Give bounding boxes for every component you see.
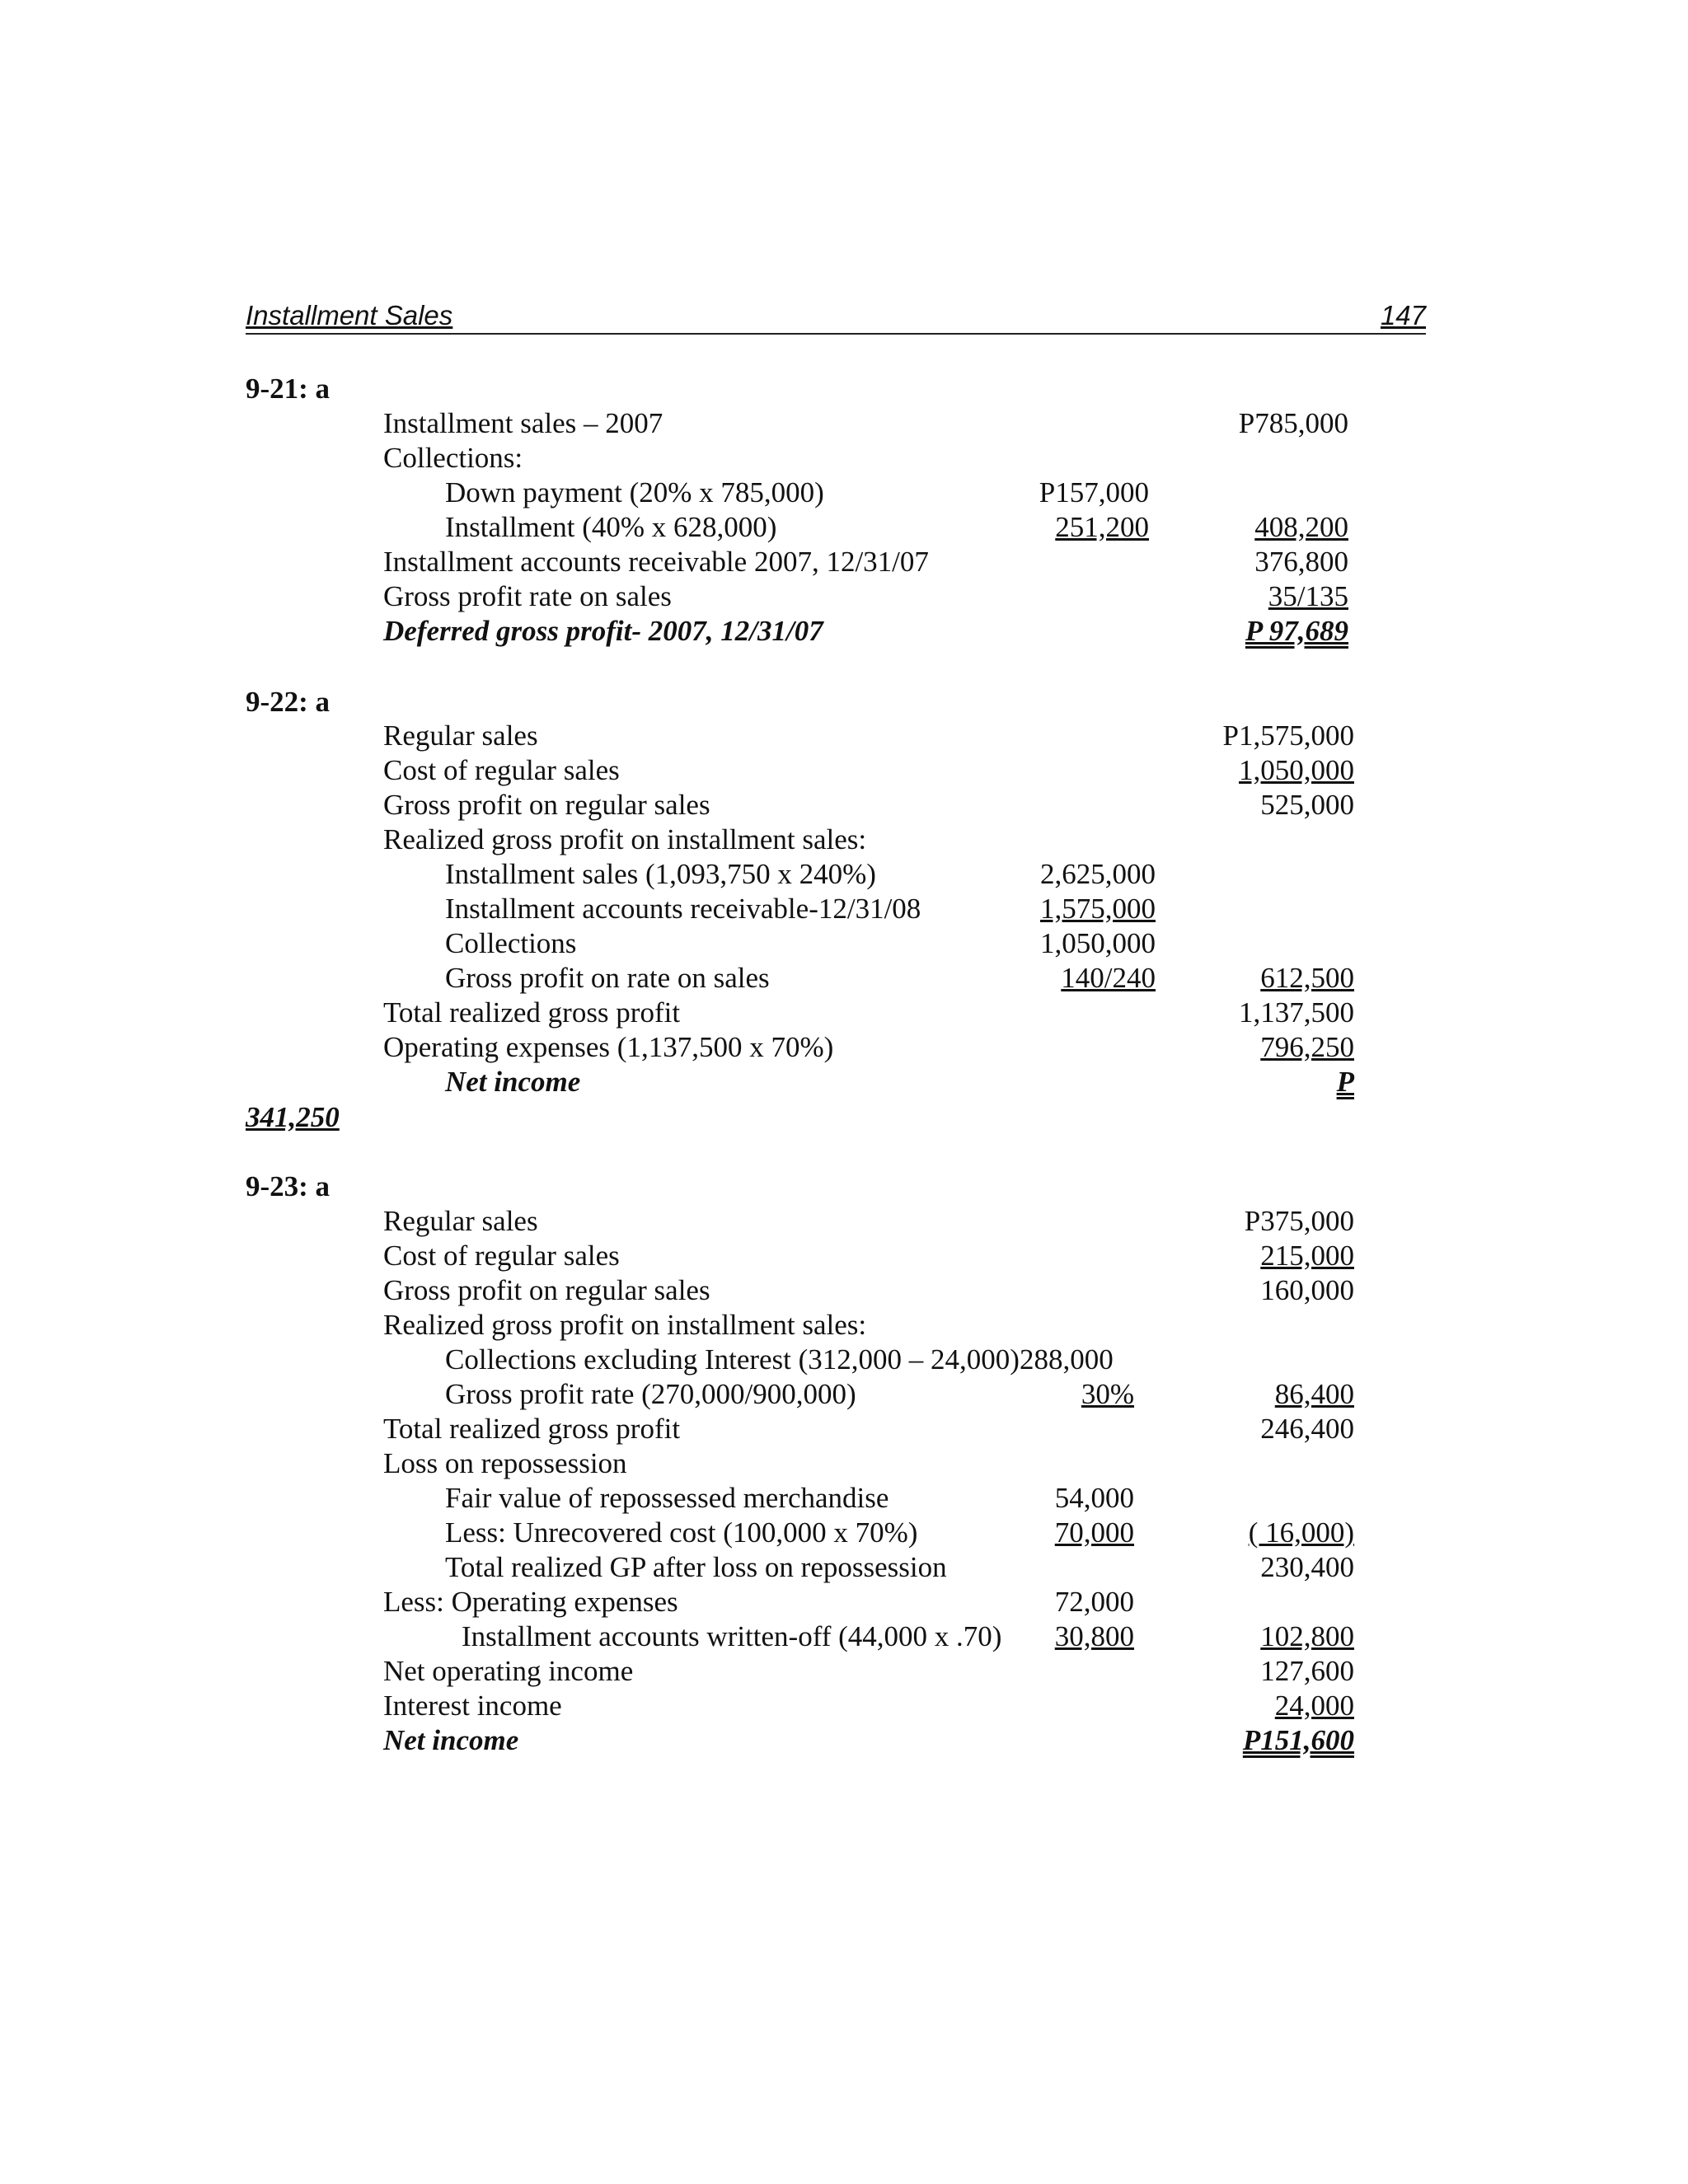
statement-line [0, 789, 1688, 823]
line-label: Collections [445, 927, 577, 959]
line-label: Operating expenses (1,137,500 x 70%) [383, 1031, 834, 1063]
amount-column-1: 70,000 [1054, 1516, 1134, 1549]
amount-column-2: 127,600 [1260, 1655, 1354, 1687]
overflow-amount: 341,250 [246, 1101, 340, 1133]
amount-column-1: 2,625,000 [1040, 858, 1156, 890]
amount-column-2: 160,000 [1260, 1274, 1354, 1306]
statement-line [0, 754, 1688, 789]
amount-column-2: 525,000 [1260, 789, 1354, 821]
statement-line [0, 927, 1688, 962]
line-label: Installment accounts written-off (44,000 x .70) [462, 1620, 1002, 1652]
statement-line [0, 1343, 1688, 1378]
amount-column-1: 72,000 [1054, 1586, 1134, 1618]
statement-line [0, 511, 1688, 546]
amount-column-1: 54,000 [1054, 1482, 1134, 1514]
line-label: Fair value of repossessed merchandise [445, 1482, 889, 1514]
line-label: Total realized gross profit [383, 1413, 681, 1445]
statement-line [0, 719, 1688, 754]
amount-column-2: 35/135 [1268, 580, 1348, 612]
header-title: Installment Sales [246, 300, 453, 330]
statement-line [0, 1620, 1688, 1655]
statement-line [0, 996, 1688, 1031]
statement-line [0, 1378, 1688, 1413]
statement-line [0, 1031, 1688, 1066]
problem-label: 9-23: a [246, 1170, 331, 1202]
amount-column-2: P 97,689 [1245, 615, 1348, 647]
line-label: Less: Operating expenses [383, 1586, 678, 1618]
amount-column-2: 215,000 [1260, 1240, 1354, 1272]
line-label: Installment sales – 2007 [383, 407, 663, 439]
line-label: Collections excluding Interest (312,000 – 24,000)288,000 [445, 1343, 1114, 1376]
line-label: Less: Unrecovered cost (100,000 x 70%) [445, 1516, 918, 1549]
amount-column-2: P785,000 [1238, 407, 1348, 439]
line-label: Down payment (20% x 785,000) [445, 476, 824, 509]
statement-line [0, 1655, 1688, 1690]
amount-column-2: P375,000 [1244, 1205, 1354, 1237]
statement-line [0, 1205, 1688, 1240]
statement-line [0, 1551, 1688, 1586]
problem-label: 9-22: a [246, 686, 331, 718]
statement-line [0, 476, 1688, 511]
statement-line [0, 442, 1688, 476]
statement-line [0, 615, 1688, 649]
page-header [246, 297, 1426, 335]
line-label: Gross profit on regular sales [383, 789, 710, 821]
line-label: Gross profit rate (270,000/900,000) [445, 1378, 856, 1410]
statement-line [0, 1240, 1688, 1274]
amount-column-1: 30% [1081, 1378, 1134, 1410]
amount-column-1: P157,000 [1039, 476, 1149, 509]
problem-label: 9-21: a [246, 373, 331, 405]
amount-column-2: 376,800 [1254, 546, 1348, 578]
amount-column-2: 408,200 [1254, 511, 1348, 543]
statement-line [0, 1516, 1688, 1551]
statement-line [0, 1690, 1688, 1724]
amount-column-2: 86,400 [1274, 1378, 1354, 1410]
line-label: Cost of regular sales [383, 1240, 620, 1272]
statement-line [0, 1482, 1688, 1516]
line-label: Interest income [383, 1690, 562, 1722]
line-label: Regular sales [383, 1205, 538, 1237]
line-label: Realized gross profit on installment sales: [383, 823, 867, 855]
amount-column-1: 30,800 [1054, 1620, 1134, 1652]
line-label: Total realized GP after loss on repossession [445, 1551, 947, 1583]
line-label: Total realized gross profit [383, 996, 681, 1029]
amount-column-2: P151,600 [1242, 1724, 1354, 1756]
amount-column-2: 612,500 [1260, 962, 1354, 994]
line-label: Installment accounts receivable 2007, 12/31/07 [383, 546, 929, 578]
line-label: Net operating income [383, 1655, 634, 1687]
amount-column-2: 796,250 [1260, 1031, 1354, 1063]
amount-column-1: 1,050,000 [1040, 927, 1156, 959]
statement-line [0, 1309, 1688, 1343]
amount-column-2: 1,050,000 [1239, 754, 1354, 786]
line-label: Gross profit rate on sales [383, 580, 672, 612]
amount-column-1: 251,200 [1055, 511, 1149, 543]
statement-line [0, 546, 1688, 580]
line-label: Installment (40% x 628,000) [445, 511, 777, 543]
line-label: Installment accounts receivable-12/31/08 [445, 893, 921, 925]
statement-line [0, 1586, 1688, 1620]
statement-line [0, 858, 1688, 893]
line-label: Net income [445, 1066, 581, 1098]
amount-column-2: P [1336, 1066, 1354, 1098]
amount-column-2: 102,800 [1260, 1620, 1354, 1652]
amount-column-2: 246,400 [1260, 1413, 1354, 1445]
amount-column-2: 230,400 [1260, 1551, 1354, 1583]
statement-line [0, 1413, 1688, 1447]
statement-line [0, 1447, 1688, 1482]
statement-line [0, 1066, 1688, 1100]
statement-line [0, 823, 1688, 858]
line-label: Loss on repossession [383, 1447, 627, 1479]
statement-line [0, 962, 1688, 996]
line-label: Cost of regular sales [383, 754, 620, 786]
statement-line [0, 407, 1688, 442]
statement-line [0, 893, 1688, 927]
amount-column-2: ( 16,000) [1248, 1516, 1354, 1549]
amount-column-2: 24,000 [1274, 1690, 1354, 1722]
amount-column-2: P1,575,000 [1222, 719, 1354, 752]
page-number: 147 [1380, 300, 1426, 330]
statement-line [0, 1274, 1688, 1309]
line-label: Gross profit on regular sales [383, 1274, 710, 1306]
line-label: Regular sales [383, 719, 538, 752]
amount-column-2: 1,137,500 [1239, 996, 1354, 1029]
line-label: Net income [383, 1724, 519, 1756]
amount-column-1: 140/240 [1061, 962, 1156, 994]
line-label: Realized gross profit on installment sales: [383, 1309, 867, 1341]
line-label: Collections: [383, 442, 523, 474]
amount-column-1: 1,575,000 [1040, 893, 1156, 925]
line-label: Installment sales (1,093,750 x 240%) [445, 858, 876, 890]
line-label: Gross profit on rate on sales [445, 962, 770, 994]
statement-line [0, 580, 1688, 615]
line-label: Deferred gross profit- 2007, 12/31/07 [383, 615, 823, 647]
statement-line [0, 1724, 1688, 1759]
